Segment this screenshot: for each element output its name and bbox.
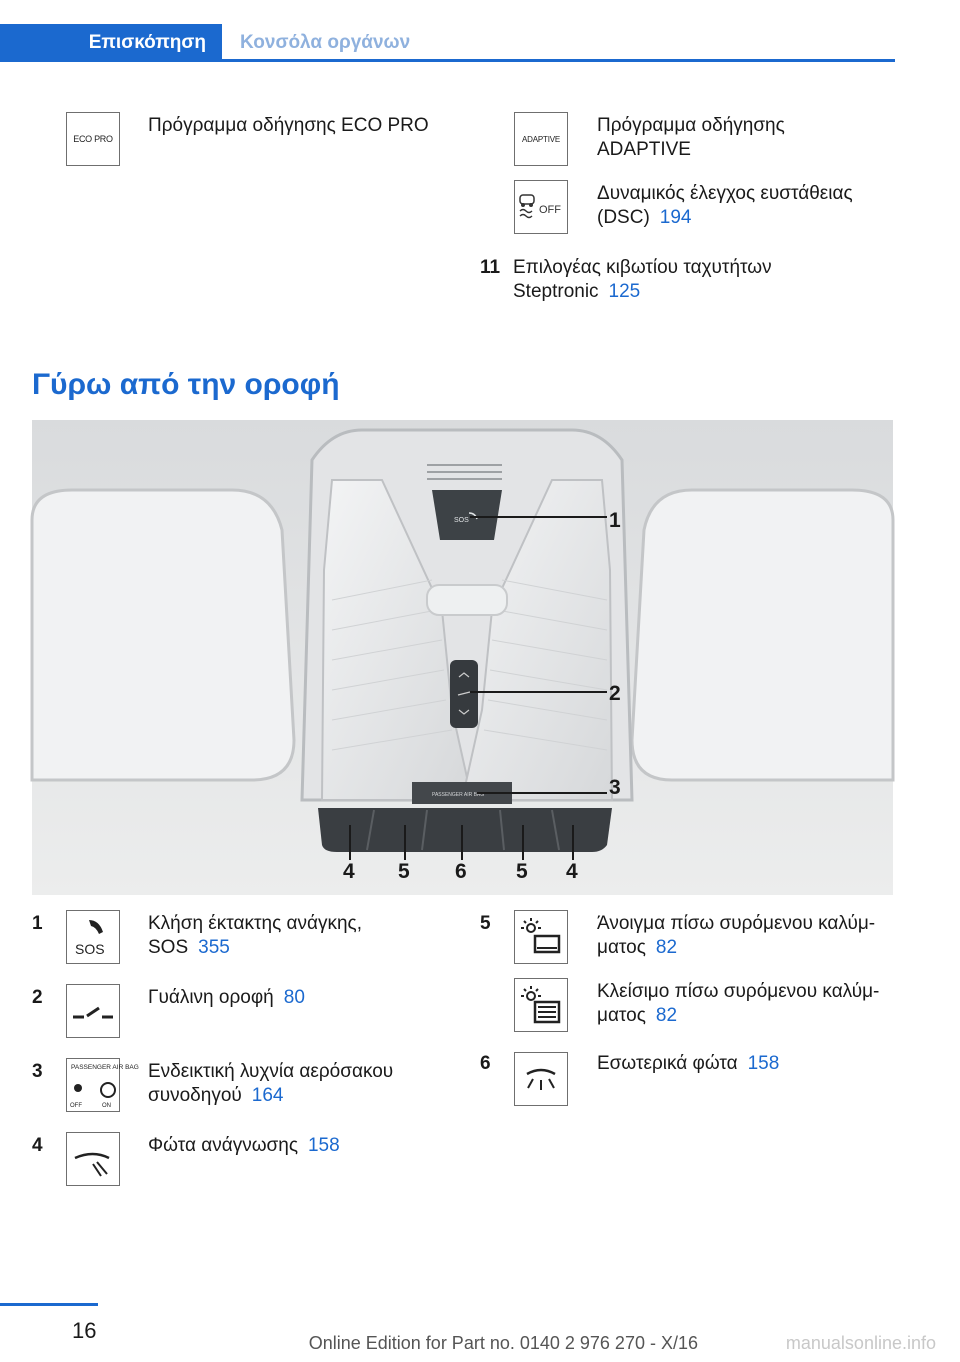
- airbag-page-ref[interactable]: 164: [251, 1085, 284, 1106]
- glass-roof-page-ref[interactable]: 80: [283, 987, 305, 1008]
- page-number: 16: [72, 1318, 97, 1343]
- sunblind-open-text: Άνοιγμα πίσω συρόμενου καλύμ‐ ματος 82: [597, 913, 876, 958]
- callout-1: 1: [609, 509, 621, 532]
- item-number-11: 11: [480, 257, 501, 278]
- sunblind-open-icon: [514, 910, 568, 964]
- callout-4a: 4: [343, 860, 355, 883]
- passenger-airbag-icon: [66, 1058, 139, 1112]
- watermark: manualsonline.info: [785, 1333, 936, 1353]
- callout-3: 3: [609, 776, 621, 799]
- callout-4b: 4: [566, 860, 578, 883]
- svg-text:ON: ON: [102, 1103, 111, 1109]
- interior-light-page-ref[interactable]: 158: [747, 1053, 780, 1074]
- edition-info: Online Edition for Part no. 0140 2 976 270 - X/16: [308, 1333, 698, 1353]
- steptronic-text: Επιλογέας κιβωτίου ταχυτήτων Steptronic 125: [513, 257, 772, 302]
- svg-text:SOS: SOS: [454, 517, 469, 524]
- reading-light-icon: [66, 1132, 120, 1186]
- section-title: Γύρω από την οροφή: [32, 368, 340, 401]
- sunblind-open-page-ref[interactable]: 82: [655, 937, 678, 958]
- interior-light-text: Εσωτερικά φώτα 158: [597, 1053, 780, 1074]
- svg-text:OFF: OFF: [70, 1103, 82, 1109]
- sunblind-close-page-ref[interactable]: 82: [655, 1005, 678, 1026]
- sunblind-close-icon: [514, 978, 568, 1032]
- steptronic-page-ref[interactable]: 125: [608, 281, 641, 302]
- dsc-page-ref[interactable]: 194: [659, 207, 692, 228]
- legend-number-5: 5: [480, 913, 491, 934]
- header-tabbar: [0, 24, 895, 62]
- callout-5a: 5: [398, 860, 410, 883]
- reading-light-text: Φώτα ανάγνωσης 158: [148, 1135, 340, 1156]
- legend-number-6: 6: [480, 1053, 491, 1074]
- adaptive-text: Πρόγραμμα οδήγησης ADAPTIVE: [597, 115, 785, 160]
- airbag-text: Ενδεικτική λυχνία αερόσακου συνοδηγού 164: [148, 1061, 394, 1106]
- dsc-off-icon: [514, 180, 568, 234]
- adaptive-icon: ADAPTIVE: [514, 112, 568, 166]
- legend-number-2: 2: [32, 987, 43, 1008]
- interior-light-icon: [514, 1052, 568, 1106]
- legend-number-4: 4: [32, 1135, 43, 1156]
- callout-6: 6: [455, 860, 467, 883]
- callout-2: 2: [609, 682, 621, 705]
- legend-number-3: 3: [32, 1061, 43, 1082]
- sos-page-ref[interactable]: 355: [198, 937, 230, 958]
- sunblind-close-text: Κλείσιμο πίσω συρόμενου καλύμ‐ ματος 82: [597, 981, 880, 1026]
- legend-number-1: 1: [32, 913, 43, 934]
- glass-roof-icon: [66, 984, 120, 1038]
- svg-text:OFF: OFF: [539, 204, 561, 216]
- tab-overview[interactable]: Επισκόπηση: [0, 24, 222, 62]
- svg-text:SOS: SOS: [75, 941, 105, 957]
- dsc-text: Δυναμικός έλεγχος ευστάθειας (DSC) 194: [597, 183, 853, 228]
- roof-console-photo: [32, 420, 893, 895]
- glass-roof-text: Γυάλινη οροφή 80: [148, 987, 305, 1008]
- callout-5b: 5: [516, 860, 528, 883]
- sos-call-icon: [66, 910, 120, 964]
- tab-instrument-console[interactable]: Κονσόλα οργάνων: [240, 32, 411, 53]
- footer-accent-line: [0, 1303, 98, 1306]
- svg-text:PASSENGER AIR BAG: PASSENGER AIR BAG: [432, 792, 485, 798]
- sos-text: Κλήση έκτακτης ανάγκης, SOS 355: [148, 913, 362, 958]
- eco-pro-icon: ECO PRO: [66, 112, 120, 166]
- tab-underline: [222, 59, 895, 62]
- eco-pro-text: Πρόγραμμα οδήγησης ECO PRO: [148, 115, 429, 136]
- svg-text:PASSENGER AIR BAG: PASSENGER AIR BAG: [71, 1064, 139, 1071]
- reading-light-page-ref[interactable]: 158: [307, 1135, 340, 1156]
